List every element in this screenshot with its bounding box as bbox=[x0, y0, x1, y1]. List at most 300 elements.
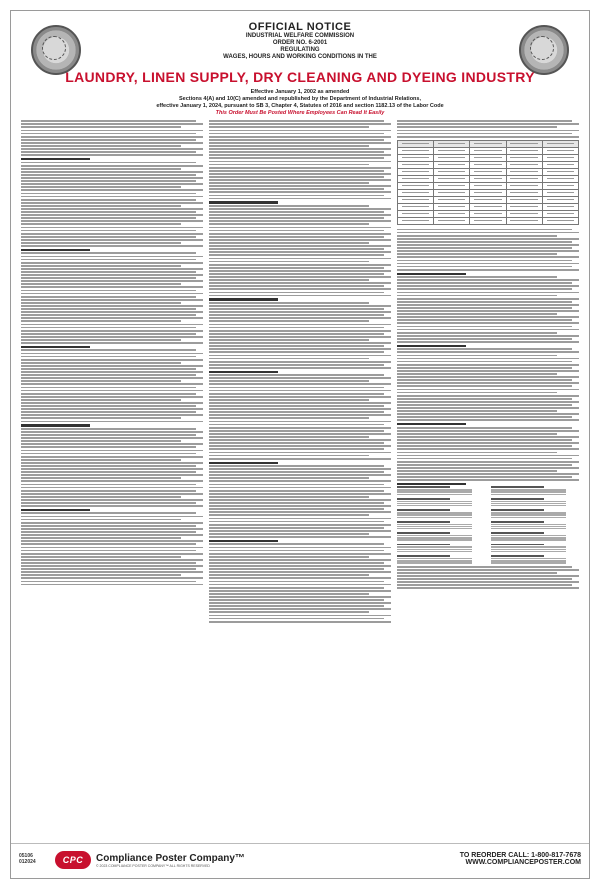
text-line bbox=[209, 195, 384, 197]
text-line bbox=[397, 392, 557, 394]
text-line bbox=[209, 577, 391, 579]
cell-text bbox=[474, 150, 501, 152]
table-cell bbox=[470, 140, 506, 147]
text-line bbox=[21, 305, 203, 307]
text-line bbox=[397, 455, 579, 457]
text-line bbox=[209, 393, 384, 395]
text-line bbox=[21, 265, 181, 267]
cell-text bbox=[402, 143, 429, 145]
office-name bbox=[491, 532, 544, 534]
text-line bbox=[21, 151, 196, 153]
text-line bbox=[21, 568, 196, 570]
text-line bbox=[21, 177, 203, 179]
text-line bbox=[209, 471, 384, 473]
office-address-line bbox=[397, 562, 472, 563]
table-cell bbox=[398, 175, 434, 182]
cell-text bbox=[510, 220, 537, 222]
cell-text bbox=[510, 213, 537, 215]
poster-code bbox=[19, 853, 36, 865]
table-cell bbox=[434, 189, 470, 196]
website-link[interactable]: WWW.COMPLIANCEPOSTER.COM bbox=[465, 859, 581, 866]
poster-code-number: 05106 bbox=[19, 853, 33, 859]
text-line bbox=[397, 269, 579, 271]
text-line bbox=[21, 353, 203, 355]
cell-text bbox=[474, 178, 501, 180]
text-line bbox=[21, 414, 203, 416]
cell-text bbox=[438, 171, 465, 173]
cell-text bbox=[510, 185, 537, 187]
reorder-block bbox=[460, 852, 581, 866]
table-cell bbox=[506, 217, 542, 224]
table-cell bbox=[470, 210, 506, 217]
text-line bbox=[397, 298, 579, 300]
text-line bbox=[397, 263, 579, 265]
text-line bbox=[397, 361, 572, 363]
cell-text bbox=[402, 171, 429, 173]
text-line bbox=[21, 259, 196, 261]
cell-text bbox=[547, 178, 574, 180]
text-line bbox=[21, 505, 203, 507]
text-line bbox=[21, 468, 203, 470]
text-line bbox=[397, 473, 579, 475]
text-line bbox=[21, 446, 196, 448]
text-line bbox=[21, 165, 203, 167]
text-line bbox=[209, 562, 384, 564]
text-line bbox=[21, 383, 203, 385]
table-cell bbox=[434, 154, 470, 161]
text-line bbox=[397, 461, 579, 463]
text-line bbox=[209, 527, 384, 529]
cell-text bbox=[438, 157, 465, 159]
text-line bbox=[21, 512, 196, 514]
table-cell bbox=[398, 168, 434, 175]
text-line bbox=[21, 327, 196, 329]
text-line bbox=[21, 487, 203, 489]
office-address-line bbox=[397, 512, 472, 513]
text-line bbox=[209, 182, 369, 184]
office-address-line bbox=[397, 524, 472, 525]
office-address bbox=[491, 555, 579, 564]
header-center bbox=[91, 21, 509, 61]
table-cell bbox=[506, 189, 542, 196]
brand-block bbox=[96, 853, 245, 868]
text-line bbox=[397, 319, 572, 321]
text-line bbox=[21, 499, 203, 501]
text-line bbox=[209, 285, 384, 287]
text-line bbox=[21, 342, 203, 344]
text-line bbox=[209, 411, 384, 413]
text-line bbox=[397, 244, 579, 246]
office-address-line bbox=[397, 546, 472, 547]
text-line bbox=[209, 593, 369, 595]
text-line bbox=[209, 442, 384, 444]
text-line bbox=[21, 268, 203, 270]
text-line bbox=[209, 282, 391, 284]
office-name bbox=[397, 486, 450, 488]
text-line bbox=[397, 413, 579, 415]
cell-text bbox=[474, 206, 501, 208]
table-cell bbox=[506, 154, 542, 161]
text-line bbox=[209, 533, 369, 535]
text-line bbox=[209, 358, 369, 360]
section-heading bbox=[21, 158, 90, 160]
office-address bbox=[491, 521, 579, 530]
table-cell bbox=[398, 189, 434, 196]
company-logo bbox=[55, 851, 245, 869]
effective-date: Effective January 1, 2002 as amended bbox=[250, 89, 350, 95]
text-line bbox=[397, 379, 572, 381]
office-address-line bbox=[491, 514, 566, 515]
cell-text bbox=[438, 213, 465, 215]
office-address-line bbox=[397, 514, 472, 515]
text-line bbox=[209, 602, 391, 604]
text-line bbox=[209, 355, 391, 357]
text-line bbox=[209, 536, 391, 538]
office-address-line bbox=[491, 535, 566, 536]
text-line bbox=[21, 421, 203, 423]
text-line bbox=[21, 230, 196, 232]
text-line bbox=[209, 581, 384, 583]
text-line bbox=[209, 139, 384, 141]
text-line bbox=[209, 514, 369, 516]
text-line bbox=[397, 136, 579, 138]
office-address-list bbox=[397, 486, 579, 564]
section-heading bbox=[209, 298, 278, 300]
office-address-line bbox=[397, 526, 472, 527]
text-line bbox=[209, 211, 384, 213]
text-line bbox=[209, 214, 391, 216]
text-line bbox=[21, 139, 196, 141]
text-line bbox=[397, 476, 572, 478]
text-line bbox=[397, 292, 579, 294]
text-line bbox=[397, 367, 572, 369]
text-line bbox=[21, 359, 203, 361]
text-line bbox=[209, 223, 369, 225]
text-line bbox=[21, 484, 196, 486]
table-cell bbox=[506, 168, 542, 175]
text-line bbox=[209, 474, 391, 476]
section-heading bbox=[397, 273, 466, 275]
text-line bbox=[209, 568, 384, 570]
text-line bbox=[21, 477, 181, 479]
text-line bbox=[397, 419, 579, 421]
text-line bbox=[21, 227, 203, 229]
text-line bbox=[21, 577, 203, 579]
text-line bbox=[397, 276, 557, 278]
text-line bbox=[21, 274, 203, 276]
text-line bbox=[209, 330, 391, 332]
text-line bbox=[21, 474, 203, 476]
text-line bbox=[397, 126, 557, 128]
office-address-line bbox=[491, 560, 566, 561]
cell-text bbox=[547, 143, 574, 145]
table-cell bbox=[470, 147, 506, 154]
text-line bbox=[397, 326, 572, 328]
text-line bbox=[209, 615, 391, 617]
text-line bbox=[21, 519, 181, 521]
text-line bbox=[209, 320, 369, 322]
table-cell bbox=[398, 161, 434, 168]
office-address-line bbox=[491, 501, 566, 502]
text-line bbox=[397, 442, 579, 444]
section-heading bbox=[209, 540, 278, 542]
text-line bbox=[397, 382, 579, 384]
text-line bbox=[209, 508, 384, 510]
text-line bbox=[397, 389, 579, 391]
text-line bbox=[209, 205, 369, 207]
text-line bbox=[209, 487, 391, 489]
text-line bbox=[21, 214, 203, 216]
poster bbox=[10, 10, 590, 879]
table-cell bbox=[470, 217, 506, 224]
text-line bbox=[397, 229, 572, 231]
text-line bbox=[209, 254, 384, 256]
cell-text bbox=[547, 157, 574, 159]
text-line bbox=[21, 162, 196, 164]
office-name bbox=[397, 498, 450, 500]
office-name bbox=[491, 544, 544, 546]
text-line bbox=[21, 183, 203, 185]
text-line bbox=[209, 333, 384, 335]
text-line bbox=[209, 302, 369, 304]
office-address bbox=[397, 509, 485, 518]
text-line bbox=[209, 251, 391, 253]
commission-name: INDUSTRIAL WELFARE COMMISSION bbox=[245, 33, 355, 39]
cell-text bbox=[547, 220, 574, 222]
text-line bbox=[397, 130, 579, 132]
text-line bbox=[21, 450, 203, 452]
text-line bbox=[21, 493, 203, 495]
office-name bbox=[397, 521, 450, 523]
text-line bbox=[21, 330, 203, 332]
official-notice-heading: OFFICIAL NOTICE bbox=[248, 21, 352, 33]
text-line bbox=[21, 411, 196, 413]
office-address bbox=[491, 544, 579, 553]
text-line bbox=[21, 196, 203, 198]
cell-text bbox=[474, 171, 501, 173]
cell-text bbox=[510, 192, 537, 194]
office-name bbox=[491, 486, 544, 488]
table-cell bbox=[470, 182, 506, 189]
text-line bbox=[397, 404, 572, 406]
office-address bbox=[397, 498, 485, 507]
text-line bbox=[209, 493, 391, 495]
text-line bbox=[209, 574, 369, 576]
text-line bbox=[397, 288, 572, 290]
table-cell bbox=[506, 175, 542, 182]
cell-text bbox=[474, 185, 501, 187]
text-line bbox=[209, 584, 391, 586]
text-line bbox=[209, 324, 391, 326]
text-line bbox=[21, 362, 181, 364]
office-address-line bbox=[491, 537, 566, 538]
text-line bbox=[21, 584, 203, 586]
text-line bbox=[397, 581, 579, 583]
text-line bbox=[397, 250, 579, 252]
text-line bbox=[209, 455, 369, 457]
text-line bbox=[209, 317, 391, 319]
text-line bbox=[209, 496, 369, 498]
text-line bbox=[209, 499, 391, 501]
text-line bbox=[21, 396, 203, 398]
text-line bbox=[209, 136, 391, 138]
text-line bbox=[397, 376, 579, 378]
text-line bbox=[21, 525, 196, 527]
order-body bbox=[21, 119, 579, 845]
text-line bbox=[397, 364, 579, 366]
office-address-line bbox=[491, 528, 566, 529]
text-line bbox=[397, 569, 579, 571]
text-line bbox=[209, 279, 369, 281]
text-line bbox=[209, 424, 384, 426]
text-line bbox=[209, 621, 391, 623]
text-line bbox=[21, 308, 196, 310]
table-cell bbox=[542, 203, 578, 210]
text-line bbox=[21, 437, 203, 439]
text-line bbox=[397, 351, 579, 353]
text-line bbox=[209, 421, 391, 423]
text-line bbox=[397, 398, 572, 400]
text-line bbox=[21, 283, 181, 285]
text-line bbox=[21, 565, 203, 567]
text-line bbox=[397, 575, 579, 577]
cell-text bbox=[547, 199, 574, 201]
text-line bbox=[209, 387, 384, 389]
text-line bbox=[21, 333, 196, 335]
table-cell bbox=[398, 154, 434, 161]
office-address-line bbox=[491, 517, 566, 518]
text-line bbox=[21, 496, 181, 498]
text-line bbox=[21, 339, 181, 341]
wage-table bbox=[397, 140, 579, 225]
text-line bbox=[397, 282, 572, 284]
text-line bbox=[21, 371, 203, 373]
cell-text bbox=[438, 178, 465, 180]
text-line bbox=[21, 120, 196, 122]
cell-text bbox=[438, 150, 465, 152]
table-cell bbox=[434, 196, 470, 203]
cell-text bbox=[547, 213, 574, 215]
office-name bbox=[491, 555, 544, 557]
text-line bbox=[21, 205, 181, 207]
office-name bbox=[397, 532, 450, 534]
text-line bbox=[209, 480, 391, 482]
text-line bbox=[21, 302, 181, 304]
office-address bbox=[397, 486, 485, 495]
cell-text bbox=[474, 157, 501, 159]
text-line bbox=[397, 448, 579, 450]
text-line bbox=[209, 417, 369, 419]
table-cell bbox=[542, 168, 578, 175]
text-line bbox=[21, 522, 203, 524]
office-address-line bbox=[397, 517, 472, 518]
text-line bbox=[209, 239, 391, 241]
office-address bbox=[397, 544, 485, 553]
text-line bbox=[397, 341, 579, 343]
office-address-line bbox=[397, 501, 472, 502]
text-line bbox=[21, 271, 196, 273]
text-line bbox=[209, 217, 384, 219]
text-line bbox=[397, 335, 579, 337]
text-line bbox=[209, 543, 384, 545]
text-line bbox=[209, 611, 369, 613]
text-line bbox=[21, 336, 203, 338]
table-cell bbox=[470, 161, 506, 168]
cell-text bbox=[547, 164, 574, 166]
text-line bbox=[21, 553, 203, 555]
table-cell bbox=[434, 203, 470, 210]
text-line bbox=[209, 258, 391, 260]
office-address-line bbox=[397, 491, 472, 492]
table-cell bbox=[434, 140, 470, 147]
office-address-line bbox=[491, 491, 566, 492]
text-line bbox=[397, 322, 579, 324]
table-cell bbox=[542, 217, 578, 224]
text-line bbox=[209, 605, 384, 607]
text-line bbox=[21, 540, 203, 542]
text-line bbox=[21, 543, 196, 545]
text-line bbox=[209, 305, 391, 307]
text-line bbox=[397, 235, 557, 237]
text-line bbox=[209, 465, 384, 467]
office-name bbox=[397, 555, 450, 557]
text-line bbox=[21, 290, 196, 292]
text-line bbox=[21, 148, 203, 150]
cell-text bbox=[474, 164, 501, 166]
text-line bbox=[209, 179, 391, 181]
office-address-line bbox=[491, 539, 566, 540]
text-line bbox=[21, 550, 196, 552]
table-cell bbox=[542, 196, 578, 203]
office-address-line bbox=[491, 489, 566, 490]
text-line bbox=[209, 220, 391, 222]
cell-text bbox=[402, 206, 429, 208]
text-line bbox=[209, 559, 391, 561]
text-line bbox=[209, 164, 369, 166]
cell-text bbox=[547, 171, 574, 173]
text-line bbox=[209, 270, 391, 272]
text-line bbox=[209, 505, 391, 507]
effective-line: effective January 1, 2024, pursuant to SB 3, Chapter 4, Statutes of 2016 and section 1182.13 of the Labor Code bbox=[156, 103, 444, 109]
text-line bbox=[21, 408, 203, 410]
text-line bbox=[209, 518, 391, 520]
cell-text bbox=[474, 213, 501, 215]
text-line bbox=[397, 373, 557, 375]
text-line bbox=[209, 145, 369, 147]
text-line bbox=[209, 377, 391, 379]
posting-note: This Order Must Be Posted Where Employees Can Read It Easily bbox=[215, 110, 385, 116]
text-line bbox=[21, 142, 203, 144]
text-line bbox=[209, 550, 384, 552]
text-line bbox=[397, 427, 572, 429]
text-line bbox=[21, 534, 203, 536]
text-line bbox=[209, 477, 369, 479]
text-line bbox=[209, 521, 384, 523]
text-line bbox=[397, 566, 572, 568]
text-line bbox=[209, 599, 384, 601]
text-line bbox=[397, 358, 579, 360]
text-line bbox=[21, 387, 196, 389]
text-line bbox=[209, 414, 391, 416]
text-line bbox=[21, 154, 203, 156]
office-address-line bbox=[491, 524, 566, 525]
table-cell bbox=[542, 175, 578, 182]
table-cell bbox=[398, 203, 434, 210]
poster-revision-code: 012024 bbox=[19, 859, 36, 865]
text-line bbox=[397, 313, 557, 315]
text-line bbox=[397, 430, 579, 432]
cell-text bbox=[438, 192, 465, 194]
